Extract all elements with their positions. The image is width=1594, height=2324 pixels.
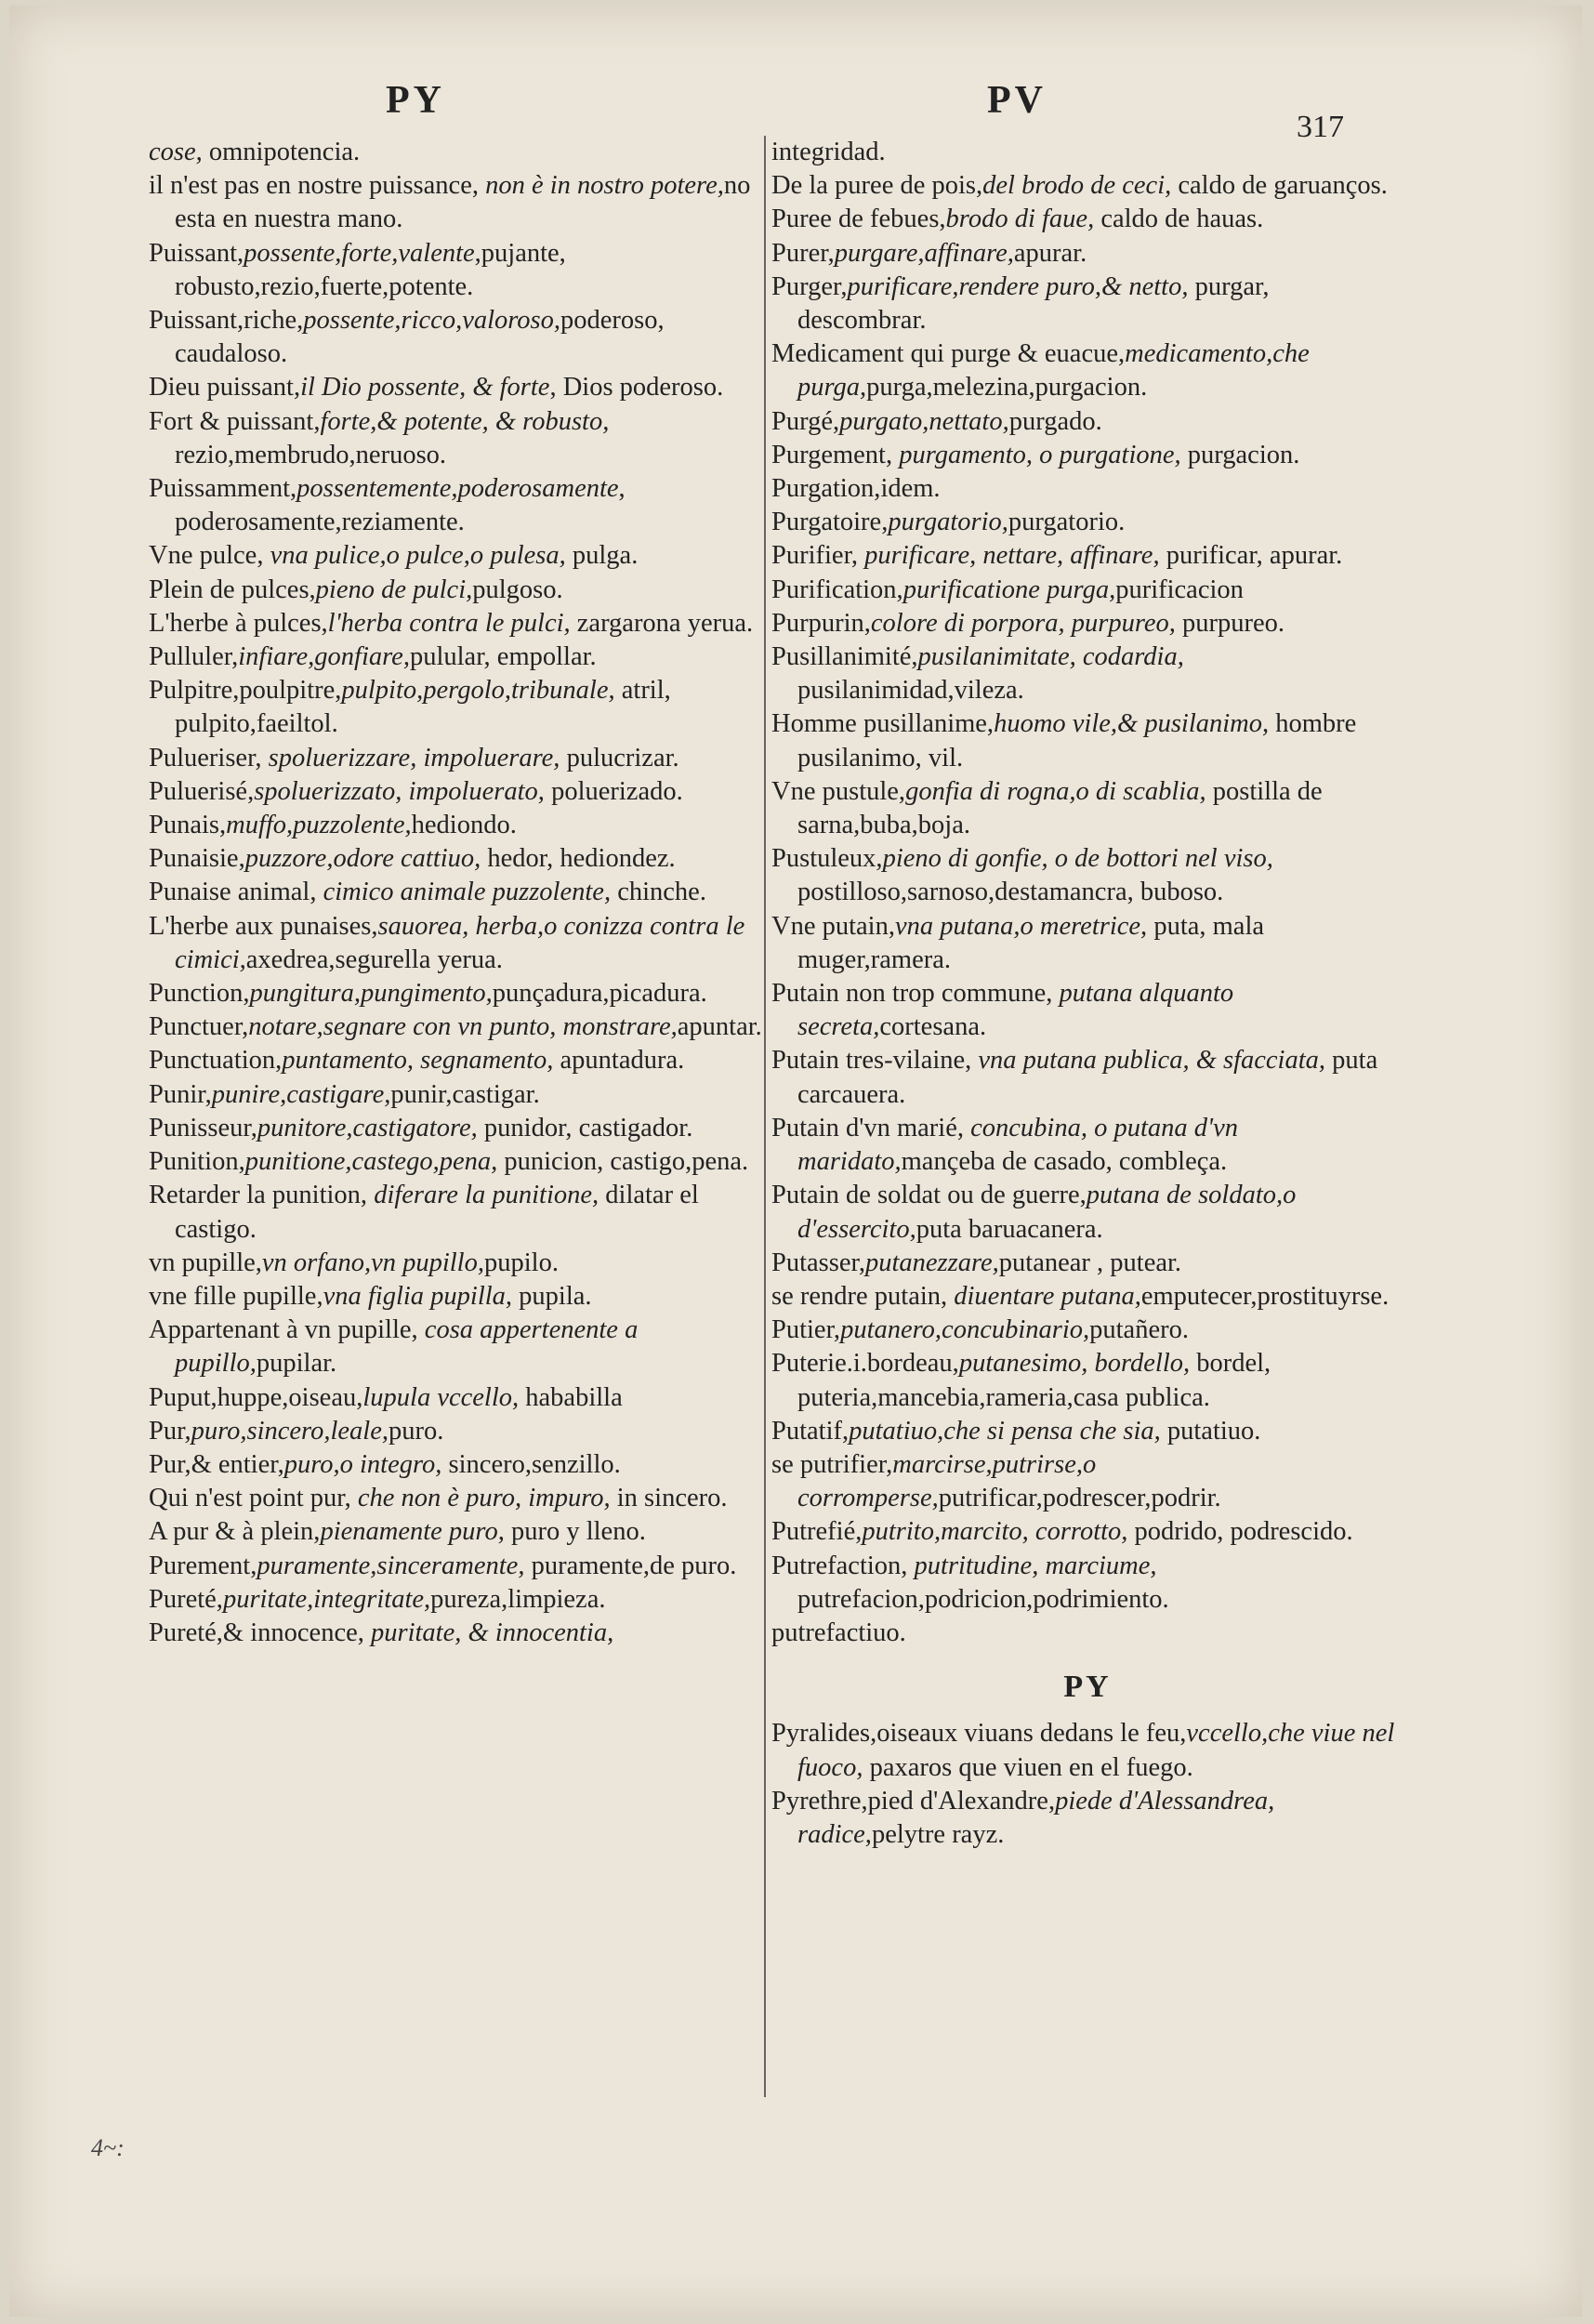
left-column bbox=[149, 136, 762, 1650]
entry-french: Pur,& entier, bbox=[149, 1449, 284, 1479]
entry-spanish: sincero,senzillo. bbox=[441, 1449, 621, 1479]
entry-italian: purgamento, o purgatione, bbox=[899, 440, 1181, 469]
entry-french: Punctuer, bbox=[149, 1012, 249, 1042]
entry-spanish: punicion, castigo,pena. bbox=[497, 1147, 749, 1177]
entry-spanish: purificacion bbox=[1115, 574, 1244, 604]
dictionary-page bbox=[9, 6, 1582, 2317]
entry-french: Putatif, bbox=[771, 1416, 850, 1446]
dictionary-entry bbox=[149, 1010, 762, 1044]
entry-french: Punctuation, bbox=[149, 1046, 283, 1076]
dictionary-entry bbox=[771, 842, 1403, 909]
dictionary-entry bbox=[771, 169, 1403, 203]
entry-french: Purgement, bbox=[771, 440, 900, 469]
dictionary-entry bbox=[149, 775, 762, 809]
entry-italian: lupula vccello, bbox=[362, 1382, 520, 1412]
entry-spanish: mançeba de casado, combleça. bbox=[901, 1147, 1228, 1177]
entry-italian: vn orfano,vn pupillo, bbox=[261, 1248, 484, 1277]
entry-italian: pieno di gonfie, o de bottori nel viso, bbox=[882, 844, 1273, 874]
entry-italian: purificare,rendere puro,& netto, bbox=[847, 271, 1189, 301]
dictionary-entry bbox=[149, 1280, 762, 1314]
dictionary-entry bbox=[771, 539, 1403, 573]
entry-french: Punaise animal, bbox=[149, 878, 323, 907]
entry-french: Punaisie, bbox=[149, 844, 245, 874]
entry-italian: del brodo de ceci, bbox=[982, 171, 1172, 201]
entry-spanish: apuntar. bbox=[677, 1012, 762, 1042]
entry-spanish: pulga. bbox=[565, 541, 639, 571]
margin-mark: 4~: bbox=[91, 2134, 125, 2161]
dictionary-entry bbox=[149, 237, 762, 304]
entry-french: Appartenant à vn pupille, bbox=[149, 1315, 425, 1345]
entry-spanish: axedrea,segurella yerua. bbox=[245, 944, 503, 974]
entry-italian: purgato,nettato, bbox=[839, 406, 1009, 436]
entry-french: Vne putain, bbox=[771, 911, 895, 941]
dictionary-entry bbox=[771, 707, 1403, 774]
entry-italian: possente,forte,valente bbox=[244, 238, 475, 268]
entry-italian: putanero,concubinario, bbox=[840, 1315, 1090, 1345]
entry-french: Purgation, bbox=[771, 474, 881, 504]
dictionary-entry bbox=[771, 1515, 1403, 1549]
entry-spanish: putatiuo. bbox=[1160, 1416, 1261, 1446]
entry-italian: l'herba contra le pulci, bbox=[327, 608, 571, 638]
entry-italian: concubina, o putana d'vn maridato, bbox=[797, 1113, 1238, 1177]
dictionary-entry bbox=[771, 607, 1403, 640]
entry-italian: puritate, & innocentia, bbox=[371, 1618, 614, 1647]
entry-italian: putritudine, marciume, bbox=[914, 1551, 1157, 1580]
entry-french: Purifier, bbox=[771, 541, 865, 571]
entry-italian: pusilanimitate, codardia, bbox=[917, 642, 1184, 672]
dictionary-entry bbox=[149, 136, 762, 169]
dictionary-entry bbox=[149, 742, 762, 775]
dictionary-entry bbox=[771, 337, 1403, 404]
dictionary-entry bbox=[149, 842, 762, 876]
entry-french: Puissant,riche, bbox=[149, 306, 304, 336]
dictionary-entry bbox=[771, 203, 1403, 236]
entry-french: Purgé, bbox=[771, 406, 840, 436]
dictionary-entry bbox=[149, 1078, 762, 1112]
entry-french: vn pupille, bbox=[149, 1248, 262, 1277]
entry-italian: cimico animale puzzolente, bbox=[323, 878, 612, 907]
dictionary-entry bbox=[771, 574, 1403, 607]
entry-french: Putier, bbox=[771, 1315, 841, 1345]
dictionary-entry bbox=[771, 1415, 1403, 1448]
page-number: 317 bbox=[1297, 110, 1344, 144]
dictionary-entry bbox=[771, 1550, 1403, 1617]
entry-spanish: integridad. bbox=[771, 138, 886, 166]
entry-spanish: apurar. bbox=[1013, 238, 1087, 268]
entry-spanish: zargarona yerua. bbox=[570, 608, 754, 638]
dictionary-entry bbox=[149, 472, 762, 539]
entry-spanish: puramente,de puro. bbox=[524, 1551, 737, 1580]
entry-spanish: in sincero. bbox=[610, 1484, 728, 1513]
entry-spanish: podrido, podrescido. bbox=[1127, 1517, 1353, 1547]
entry-french: Pureté, bbox=[149, 1584, 223, 1614]
entry-italian: pieno de pulci, bbox=[315, 574, 473, 604]
dictionary-entry bbox=[149, 371, 762, 404]
entry-spanish: paxaros que viuen en el fuego. bbox=[863, 1752, 1193, 1782]
entry-italian: putanesimo, bordello, bbox=[958, 1349, 1191, 1379]
entry-spanish: hombre pusilanimo, vil. bbox=[797, 709, 1357, 772]
dictionary-entry bbox=[149, 1145, 762, 1179]
entry-french: Purpurin, bbox=[771, 608, 871, 638]
dictionary-entry bbox=[771, 506, 1403, 539]
entry-french: Pulpitre,poulpitre, bbox=[149, 676, 342, 706]
dictionary-entry bbox=[149, 910, 762, 977]
entry-french: Medicament qui purge & euacue, bbox=[771, 339, 1126, 369]
column-divider bbox=[764, 136, 766, 2097]
dictionary-entry bbox=[771, 1717, 1403, 1784]
dictionary-entry bbox=[771, 237, 1403, 271]
entry-italian: che non è puro, impuro, bbox=[357, 1484, 611, 1513]
dictionary-entry bbox=[771, 1280, 1403, 1314]
entry-spanish: cortesana. bbox=[879, 1012, 987, 1042]
entry-french: Retarder la punition, bbox=[149, 1181, 375, 1210]
dictionary-entry bbox=[771, 1785, 1403, 1852]
left-running-head: PY bbox=[386, 79, 445, 122]
dictionary-entry bbox=[149, 169, 762, 236]
entry-spanish: putañero. bbox=[1089, 1315, 1189, 1345]
dictionary-entry bbox=[771, 405, 1403, 439]
entry-italian: colore di porpora, purpureo, bbox=[870, 608, 1176, 638]
dictionary-entry bbox=[771, 1314, 1403, 1347]
entry-italian: puro,sincero,leale, bbox=[191, 1416, 389, 1446]
entry-spanish: hediondo. bbox=[411, 811, 517, 840]
dictionary-entry bbox=[771, 640, 1403, 707]
entry-italian: puro,o integro, bbox=[283, 1449, 442, 1479]
dictionary-entry bbox=[149, 876, 762, 909]
entry-french: Putain tres-vilaine, bbox=[771, 1046, 979, 1076]
entry-french: Pusillanimité, bbox=[771, 642, 918, 672]
entry-spanish: poluerizado. bbox=[544, 776, 683, 806]
entry-spanish: dilatar el castigo. bbox=[175, 1181, 699, 1244]
entry-french: Pustuleux, bbox=[771, 844, 883, 874]
entry-spanish: punir,castigar. bbox=[390, 1079, 540, 1109]
entry-italian: vna pulice,o pulce,o pulesa, bbox=[270, 541, 566, 571]
entry-french: Pyralides,oiseaux viuans dedans le feu, bbox=[771, 1719, 1187, 1749]
entry-french: Putain de soldat ou de guerre, bbox=[771, 1181, 1087, 1210]
entry-french: De la puree de pois, bbox=[771, 171, 983, 201]
entry-french: Purgatoire, bbox=[771, 508, 889, 537]
entry-french: Putain non trop commune, bbox=[771, 979, 1060, 1009]
entry-french: Puissamment, bbox=[149, 474, 297, 504]
entry-french: L'herbe à pulces, bbox=[149, 608, 328, 638]
dictionary-entry bbox=[771, 136, 1403, 169]
entry-italian: vna putana publica, & sfacciata, bbox=[978, 1046, 1326, 1076]
dictionary-entry bbox=[149, 1247, 762, 1280]
entry-spanish: atril, pulpito,faeiltol. bbox=[175, 676, 671, 739]
dictionary-entry bbox=[149, 977, 762, 1010]
entry-spanish: hedor, hediondez. bbox=[481, 844, 676, 874]
entry-italian: putana alquanto secreta, bbox=[797, 979, 1234, 1042]
entry-italian: puntamento, segnamento, bbox=[282, 1046, 554, 1076]
entry-french: Homme pusillanime, bbox=[771, 709, 995, 739]
entry-italian: putrito,marcito, corrotto, bbox=[862, 1517, 1128, 1547]
dictionary-entry bbox=[149, 539, 762, 573]
entry-italian: punire,castigare, bbox=[211, 1079, 391, 1109]
right-column bbox=[771, 136, 1403, 1852]
entry-spanish: rezio,membrudo,neruoso. bbox=[175, 440, 447, 469]
entry-french: Plein de pulces, bbox=[149, 574, 316, 604]
entry-spanish: punçadura,picadura. bbox=[492, 979, 707, 1009]
entry-spanish: hababilla bbox=[519, 1382, 623, 1412]
entry-spanish: apuntadura. bbox=[553, 1046, 685, 1076]
entry-italian: punitione,castego,pena, bbox=[244, 1147, 498, 1177]
right-running-head: PV bbox=[987, 79, 1047, 122]
entry-spanish: caldo de garuanços. bbox=[1171, 171, 1388, 201]
entry-french: Dieu puissant, bbox=[149, 373, 301, 403]
entry-italian: putatiuo,che si pensa che sia, bbox=[849, 1416, 1161, 1446]
entry-french: Purer, bbox=[771, 238, 835, 268]
entry-spanish: punidor, castigador. bbox=[477, 1113, 693, 1142]
entry-spanish: , poderosamente,reziamente. bbox=[175, 474, 626, 537]
entry-french: Punition, bbox=[149, 1147, 245, 1177]
dictionary-entry bbox=[149, 1515, 762, 1549]
entry-french: Punais, bbox=[149, 811, 227, 840]
dictionary-entry bbox=[149, 1482, 762, 1515]
entry-spanish: postilla de sarna,buba,boja. bbox=[797, 776, 1323, 840]
entry-spanish: putanear , putear. bbox=[998, 1248, 1182, 1277]
entry-spanish: purgado. bbox=[1008, 406, 1102, 436]
entry-spanish: ,pujante, robusto,rezio,fuerte,potente. bbox=[175, 238, 566, 301]
dictionary-entry bbox=[149, 1381, 762, 1415]
entry-french: Qui n'est point pur, bbox=[149, 1484, 358, 1513]
entry-spanish: putrefactiuo. bbox=[771, 1618, 906, 1647]
entry-french: Purement, bbox=[149, 1551, 257, 1580]
dictionary-entry bbox=[149, 640, 762, 674]
entry-spanish: pureza,limpieza. bbox=[430, 1584, 606, 1614]
entry-italian: spoluerizzato, impoluerato, bbox=[254, 776, 545, 806]
entry-french: Puissant, bbox=[149, 238, 244, 268]
dictionary-entry bbox=[771, 1112, 1403, 1179]
entry-french: Puluerisé, bbox=[149, 776, 255, 806]
entry-french: Pulueriser, bbox=[149, 743, 269, 772]
dictionary-entry bbox=[771, 1448, 1403, 1515]
entry-spanish: pupilo. bbox=[483, 1248, 559, 1277]
dictionary-entry bbox=[149, 1448, 762, 1482]
entry-french: Puput,huppe,oiseau, bbox=[149, 1382, 363, 1412]
entry-french: Pyrethre,pied d'Alexandre, bbox=[771, 1786, 1056, 1816]
section-heading: PY bbox=[1063, 1670, 1112, 1705]
dictionary-entry bbox=[149, 574, 762, 607]
entry-spanish: , Dios poderoso. bbox=[549, 373, 724, 403]
entry-spanish: pupila. bbox=[512, 1281, 592, 1311]
entry-italian: vna putana,o meretrice, bbox=[894, 911, 1148, 941]
entry-italian: huomo vile,& pusilanimo, bbox=[994, 709, 1270, 739]
entry-italian: purificatione purga, bbox=[902, 574, 1116, 604]
entry-french: Putrefaction, bbox=[771, 1551, 915, 1580]
entry-french: Putasser, bbox=[771, 1248, 865, 1277]
entry-italian: il Dio possente, & forte bbox=[300, 373, 550, 403]
entry-spanish: purgar, descombrar. bbox=[797, 271, 1270, 336]
entry-italian: diferare la punitione, bbox=[374, 1181, 599, 1210]
entry-italian: pienamente puro, bbox=[320, 1517, 505, 1547]
entry-spanish: puta carcauera. bbox=[797, 1046, 1378, 1109]
entry-italian: piede d'Alessandrea, radice, bbox=[797, 1786, 1275, 1849]
entry-italian: diuentare putana, bbox=[954, 1281, 1141, 1311]
dictionary-entry bbox=[771, 775, 1403, 842]
dictionary-entry bbox=[149, 1617, 762, 1650]
dictionary-entry bbox=[771, 472, 1403, 506]
entry-spanish: puta baruacanera. bbox=[916, 1214, 1103, 1244]
dictionary-entry bbox=[771, 1347, 1403, 1414]
entry-spanish: no esta en nuestra mano. bbox=[175, 171, 751, 234]
dictionary-entry bbox=[149, 304, 762, 371]
entry-spanish: chinche. bbox=[611, 878, 706, 907]
entry-italian: infiare,gonfiare, bbox=[238, 642, 410, 672]
entry-french: Fort & puissant, bbox=[149, 406, 321, 436]
entry-italian: possentemente,poderosamente bbox=[296, 474, 619, 504]
entry-french: Punisseur, bbox=[149, 1113, 257, 1142]
entry-spanish: puta, mala muger,ramera. bbox=[797, 911, 1265, 974]
entry-italian: purificare, nettare, affinare, bbox=[864, 541, 1160, 571]
entry-italian: vccello,che viue nel fuoco, bbox=[797, 1719, 1395, 1782]
entry-french: Pulluler, bbox=[149, 642, 239, 672]
entry-italian: possente,ricco,valoroso, bbox=[303, 306, 561, 336]
dictionary-entry bbox=[149, 1583, 762, 1617]
entry-spanish: bordel, puteria,mancebia,rameria,casa publica. bbox=[797, 1349, 1271, 1412]
entry-spanish: purificar, apurar. bbox=[1159, 541, 1343, 571]
entry-spanish: pusilanimidad,vileza. bbox=[797, 676, 1024, 706]
entry-italian: spoluerizzare, impoluerare, bbox=[268, 743, 560, 772]
entry-spanish: pupilar. bbox=[256, 1349, 337, 1379]
entry-spanish: purgacion. bbox=[1180, 440, 1300, 469]
entry-french: Vne pustule, bbox=[771, 776, 906, 806]
dictionary-entry bbox=[771, 1247, 1403, 1280]
dictionary-entry bbox=[149, 1179, 762, 1246]
entry-italian: punitore,castigatore, bbox=[257, 1113, 478, 1142]
entry-italian: forte,& potente, & robusto, bbox=[320, 406, 610, 436]
entry-italian: putana de soldato,o d'essercito, bbox=[797, 1181, 1297, 1244]
dictionary-entry bbox=[149, 1415, 762, 1448]
dictionary-entry bbox=[149, 1112, 762, 1145]
entry-spanish: pulular, empollar. bbox=[409, 642, 597, 672]
entry-french: Putain d'vn marié, bbox=[771, 1113, 971, 1142]
entry-french: se rendre putain, bbox=[771, 1281, 955, 1311]
dictionary-entry bbox=[771, 271, 1403, 337]
entry-italian: puramente,sinceramente, bbox=[257, 1551, 525, 1580]
dictionary-entry bbox=[771, 439, 1403, 472]
entry-french: se putrifier, bbox=[771, 1449, 893, 1479]
entry-spanish: puro y lleno. bbox=[504, 1517, 646, 1547]
entry-french: vne fille pupille, bbox=[149, 1281, 323, 1311]
dictionary-entry bbox=[149, 1044, 762, 1077]
entry-spanish: putrefacion,podricion,podrimiento. bbox=[797, 1584, 1169, 1614]
entry-italian: cose, bbox=[149, 138, 203, 166]
entry-french: Pur, bbox=[149, 1416, 191, 1446]
entry-spanish: pelytre rayz. bbox=[871, 1819, 1005, 1849]
entry-italian: vna figlia pupilla, bbox=[323, 1281, 513, 1311]
dictionary-entry bbox=[771, 977, 1403, 1044]
entry-french: Purification, bbox=[771, 574, 903, 604]
entry-spanish: puro. bbox=[388, 1416, 444, 1446]
dictionary-entry bbox=[149, 607, 762, 640]
dictionary-entry bbox=[149, 1314, 762, 1380]
entry-italian: purgare,affinare, bbox=[834, 238, 1014, 268]
dictionary-entry bbox=[149, 1550, 762, 1583]
entry-italian: pulpito,pergolo,tribunale, bbox=[341, 676, 615, 706]
dictionary-entry bbox=[771, 1179, 1403, 1246]
entry-french: Punction, bbox=[149, 979, 250, 1009]
entry-italian: cosa appertenente a pupillo, bbox=[175, 1315, 639, 1379]
entry-italian: purgatorio, bbox=[888, 508, 1008, 537]
entry-italian: notare,segnare con vn punto, monstrare, bbox=[248, 1012, 678, 1042]
entry-italian: puzzore,odore cattiuo, bbox=[244, 844, 481, 874]
entry-french: il n'est pas en nostre puissance, bbox=[149, 171, 486, 201]
entry-spanish: purga,melezina,purgacion. bbox=[866, 373, 1148, 403]
entry-french: Puterie.i.bordeau, bbox=[771, 1349, 959, 1379]
entry-french: L'herbe aux punaises, bbox=[149, 911, 378, 941]
entry-french: Puree de febues, bbox=[771, 205, 946, 234]
dictionary-entry bbox=[149, 674, 762, 741]
entry-italian: sauorea, herba,o conizza contra le cimici, bbox=[175, 911, 745, 974]
entry-french: Pureté,& innocence, bbox=[149, 1618, 371, 1647]
entry-spanish: poderoso, caudaloso. bbox=[175, 306, 665, 369]
entry-spanish: putrificar,podrescer,podrir. bbox=[938, 1484, 1221, 1513]
entry-french: Punir, bbox=[149, 1079, 212, 1109]
entry-italian: pungitura,pungimento, bbox=[249, 979, 493, 1009]
entry-french: A pur & à plein, bbox=[149, 1517, 321, 1547]
entry-spanish: postilloso,sarnoso,destamancra, buboso. bbox=[797, 878, 1224, 907]
dictionary-entry bbox=[149, 809, 762, 842]
dictionary-entry bbox=[771, 910, 1403, 977]
entry-italian: brodo di faue, bbox=[945, 205, 1095, 234]
entry-italian: muffo,puzzolente, bbox=[226, 811, 412, 840]
dictionary-entry bbox=[771, 1617, 1403, 1650]
entry-french: Purger, bbox=[771, 271, 848, 301]
entry-spanish: pulgoso. bbox=[472, 574, 563, 604]
entry-spanish: idem. bbox=[880, 474, 941, 504]
entry-italian: gonfia di rogna,o di scablia, bbox=[905, 776, 1206, 806]
entry-french: Putrefié, bbox=[771, 1517, 863, 1547]
entry-italian: non è in nostro potere, bbox=[485, 171, 724, 201]
entry-italian: puritate,integritate, bbox=[222, 1584, 431, 1614]
dictionary-entry bbox=[149, 405, 762, 472]
entry-spanish: purgatorio. bbox=[1008, 508, 1126, 537]
entry-spanish: emputecer,prostituyrse. bbox=[1140, 1281, 1390, 1311]
entry-italian: marcirse,putrirse,o corromperse, bbox=[797, 1449, 1097, 1513]
entry-italian: medicamento,che purga, bbox=[797, 339, 1310, 403]
entry-french: Vne pulce, bbox=[149, 541, 270, 571]
dictionary-entry bbox=[771, 1044, 1403, 1111]
entry-italian: putanezzare, bbox=[864, 1248, 999, 1277]
entry-spanish: pulucrizar. bbox=[560, 743, 679, 772]
entry-spanish: omnipotencia. bbox=[202, 138, 361, 166]
entry-spanish: purpureo. bbox=[1175, 608, 1285, 638]
entry-spanish: caldo de hauas. bbox=[1094, 205, 1264, 234]
